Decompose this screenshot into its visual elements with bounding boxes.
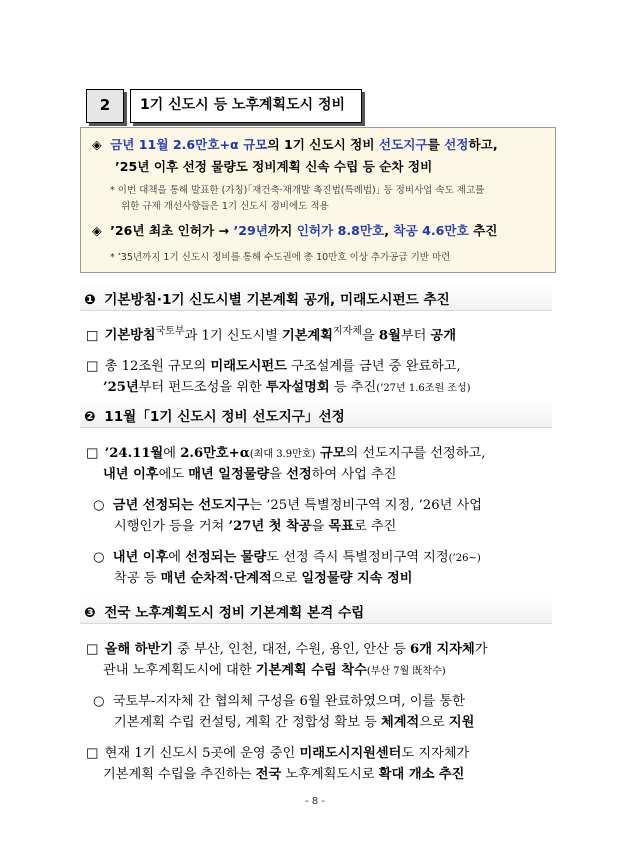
- section-number-box: 2: [86, 89, 124, 123]
- section-3-para-2-line-1: □ 현재 1기 신도시 5곳에 운영 중인 미래도시지원센터도 지자체가: [86, 746, 470, 761]
- section-2-circle-2-line-1: ○ 내년 이후에 선정되는 물량도 선정 즉시 특별정비구역 지정(’26~): [93, 550, 481, 565]
- section-2-circle-2-line-2: 착공 등 매년 순차적·단계적으로 일정물량 지속 정비: [114, 571, 413, 586]
- section-3-para-1-line-1: □ 올해 하반기 중 부산, 인천, 대전, 수원, 용인, 안산 등 6개 지자체가: [86, 642, 488, 657]
- circle-bullet-icon: ○: [93, 550, 105, 565]
- square-bullet-icon: □: [86, 359, 99, 374]
- square-bullet-icon: □: [86, 746, 99, 761]
- section-2-heading: ❷ 11월「1기 신도시 정비 선도지구」선정: [84, 409, 345, 425]
- summary-note-1-line-2: 위한 규제 개선사항들은 1기 신도시 정비에도 적용: [121, 201, 329, 212]
- section-1-para-2-line-2: ’25년부터 펀드조성을 위한 투자설명회 등 추진(’27년 1.6조원 조성): [103, 380, 471, 395]
- number-1-icon: ❶: [84, 292, 96, 308]
- section-3-para-2-line-2: 기본계획 수립을 추진하는 전국 노후계획도시로 확대 개소 추진: [103, 767, 465, 782]
- square-bullet-icon: □: [86, 328, 99, 344]
- section-2-circle-1-line-1: ○ 금년 선정되는 선도지구는 ’25년 특별정비구역 지정, ’26년 사업: [93, 498, 483, 513]
- summary-bullet-1-line-1: ◈ 금년 11월 2.6만호+α 규모의 1기 신도시 정비 선도지구를 선정하고,: [92, 137, 498, 152]
- section-1-para-1: □ 기본방침$^{국토부}$과 1기 신도시별 기본계획$^{지자체}$을 8월부터 공개: [86, 326, 456, 344]
- section-3-para-1-line-2: 관내 노후계획도시에 대한 기본계획 수립 착수(부산 7월 既착수): [103, 663, 446, 678]
- page-number: - 8 -: [305, 796, 325, 807]
- diamond-bullet-icon: ◈: [92, 223, 102, 238]
- section-3-circle-1-line-2: 기본계획 수립 컨설팅, 계획 간 정합성 확보 등 체계적으로 지원: [114, 715, 475, 730]
- summary-note-1-line-1: * 이번 대책을 통해 발표한 (가칭)｢재건축·재개발 촉진법(특례법)｣ 등 정비사업 속도 제고를: [110, 185, 485, 196]
- number-3-icon: ❸: [84, 605, 96, 621]
- summary-bullet-2: ◈ ’26년 최초 인허가 → ’29년까지 인허가 8.8만호, 착공 4.6만호 추진: [92, 223, 498, 238]
- diamond-bullet-icon: ◈: [92, 137, 102, 152]
- summary-bullet-1-line-2: ’25년 이후 선정 물량도 정비계획 신속 수립 등 순차 정비: [115, 159, 433, 174]
- section-1-para-2-line-1: □ 총 12조원 규모의 미래도시펀드 구조설계를 금년 중 완료하고,: [86, 359, 461, 374]
- square-bullet-icon: □: [86, 446, 99, 461]
- number-2-icon: ❷: [84, 409, 96, 425]
- section-2-circle-1-line-2: 시행인가 등을 거쳐 ’27년 첫 착공을 목표로 추진: [114, 519, 397, 534]
- section-1-heading: ❶ 기본방침·1기 신도시별 기본계획 공개, 미래도시펀드 추진: [84, 292, 450, 308]
- section-3-circle-1-line-1: ○ 국토부-지자체 간 협의체 구성을 6월 완료하였으며, 이를 통한: [93, 694, 465, 709]
- circle-bullet-icon: ○: [93, 498, 105, 513]
- square-bullet-icon: □: [86, 642, 99, 657]
- section-title-box: 1기 신도시 등 노후계획도시 정비: [130, 89, 362, 123]
- section-2-para-1-line-2: 내년 이후에도 매년 일정물량을 선정하여 사업 추진: [103, 467, 397, 482]
- section-3-heading: ❸ 전국 노후계획도시 정비 기본계획 본격 수립: [84, 605, 365, 621]
- summary-note-2: * ’35년까지 1기 신도시 정비를 통해 수도권에 총 10만호 이상 추가공급 기반 마련: [110, 252, 451, 263]
- circle-bullet-icon: ○: [93, 694, 105, 709]
- section-2-para-1-line-1: □ ’24.11월에 2.6만호+α(최대 3.9만호) 규모의 선도지구를 선정하고,: [86, 446, 486, 461]
